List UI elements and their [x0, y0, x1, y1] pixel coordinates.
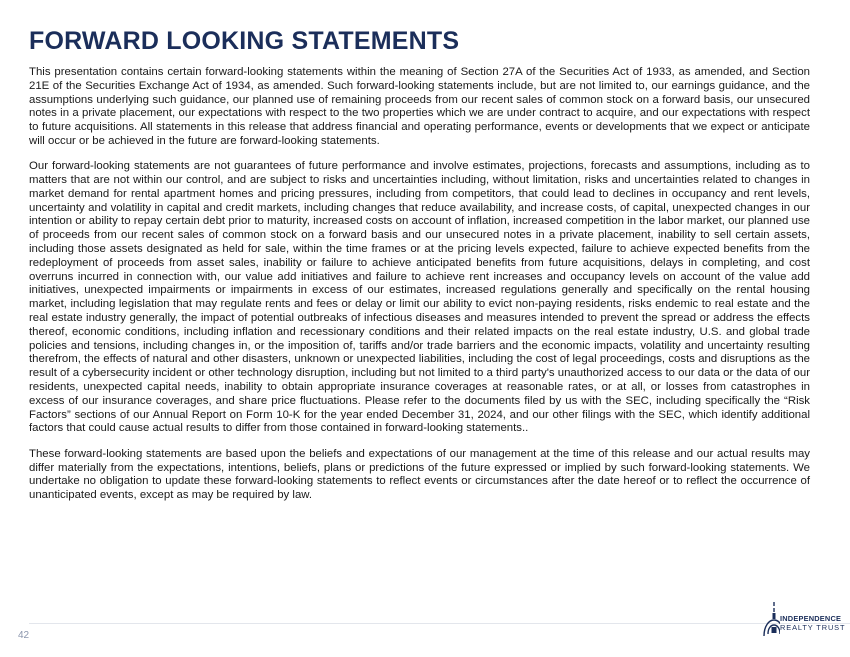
paragraph-intro: This presentation contains certain forward-looking statements within the meaning of Section 27A of the Securities Act of 1933, as amended, and Section 21E of the Securities Exchange Act of 1934, as amended. Such forward-looking statements include, but are not limited to, our earnings guidance, and the assumptions underlying such guidance, our planned use of remaining proceeds from our recent sales of common stock on a forward basis, our unsecured notes in a private placement, our expectations with respect to the two properties which we are under contract to acquire, and our expectations with respect to future acquisitions. All statements in this release that address financial and operating performance, events or developments that we expect or anticipate will occur or be achieved in the future are forward-looking statements.: [29, 66, 810, 147]
paragraph-disclaimer: These forward-looking statements are based upon the beliefs and expectations of our management at the time of this release and our actual results may differ materially from the expectations, intentions, beliefs, plans or predictions of the future expressed or implied by such forward-looking statements. We undertake no obligation to update these forward-looking statements to reflect events or circumstances after the date hereof or to reflect the occurrence of unanticipated events, except as may be required by law.: [29, 447, 810, 502]
page-number: 42: [18, 630, 30, 641]
statement-body: [29, 66, 810, 514]
footer-divider: [29, 623, 850, 624]
independence-hall-icon: [760, 600, 780, 640]
company-logo: [760, 600, 848, 640]
logo-line-2: REALTY TRUST: [780, 623, 846, 632]
page-title: FORWARD LOOKING STATEMENTS: [29, 27, 460, 55]
paragraph-risks: Our forward-looking statements are not guarantees of future performance and involve estimates, projections, forecasts and assumptions, including as to matters that are not within our control, and are subject to risks and uncertainties including, without limitation, risks and uncertainties related to changes in market demand for rental apartment homes and pricing pressures, including from competitors, that could lead to declines in occupancy and rent levels, uncertainty and volatility in capital and credit markets, including changes that reduce availability, and increase costs, of capital, unexpected changes in our intention or ability to repay certain debt prior to maturity, increased costs on account of inflation, increased competition in the labor market, our planned use of proceeds from our recent sales of common stock on a forward basis and our unsecured notes in a private placement, inability to sell certain assets, including those assets designated as held for sale, within the time frames or at the pricing levels expected, failure to achieve expected benefits from the redeployment of proceeds from asset sales, inability or failure to achieve anticipated benefits from future acquisitions, delays in completing, and cost overruns incurred in connection with, our value add initiatives and failure to achieve rent increases and occupancy levels on account of the value add initiatives, unexpected impairments or impairments in excess of our estimates, increased regulations generally and specifically on the rental housing market, including legislation that may regulate rents and fees or delay or limit our ability to evict non-paying residents, risks endemic to real estate and the real estate industry generally, the impact of potential outbreaks of infectious diseases and measures intended to prevent the spread or address the effects thereof, economic conditions, including inflation and recessionary conditions and their related impacts on the real estate industry, U.S. and global trade policies and tensions, including changes in, or the imposition of, tariffs and/or trade barriers and the economic impacts, volatility and uncertainty resulting therefrom, the effects of natural and other disasters, unknown or unexpected liabilities, including the cost of legal proceedings, costs and disruptions as the result of a cybersecurity incident or other technology disruption, including but not limited to a third party's unauthorized access to our data or the data of our residents, unexpected capital needs, inability to obtain appropriate insurance coverages at reasonable rates, or at all, or losses from catastrophes in excess of our insurance coverages, and share price fluctuations. Please refer to the documents filed by us with the SEC, including specifically the “Risk Factors” sections of our Annual Report on Form 10-K for the year ended December 31, 2024, and our other filings with the SEC, which identify additional factors that could cause actual results to differ from those contained in forward-looking statements..: [29, 160, 810, 435]
logo-line-1: INDEPENDENCE: [780, 614, 842, 623]
